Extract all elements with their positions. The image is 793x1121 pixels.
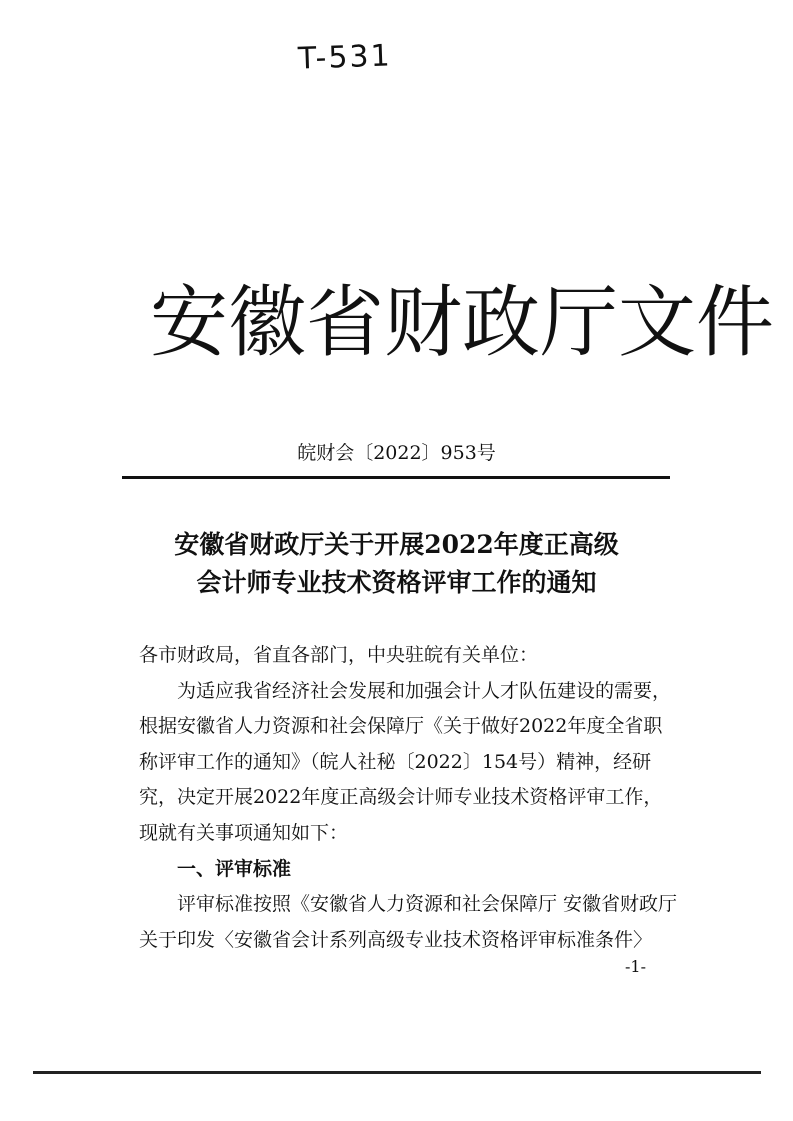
- page-bottom-edge: [33, 1071, 761, 1074]
- page-number: -1-: [625, 957, 646, 976]
- section-1-paragraph: 评审标准按照《安徽省人力资源和社会保障厅 安徽省财政厅关于印发〈安徽省会计系列高级专业技术资格评审标准条件〉: [139, 893, 678, 951]
- intro-paragraph: 为适应我省经济社会发展和加强会计人才队伍建设的需要，根据安徽省人力资源和社会保障厅《关于做好2022年度全省职称评审工作的通知》（皖人社秘〔2022〕154号）精神，经研究，决定开展2022年度正高级会计师专业技术资格评审工作，现就有关事项通知如下：: [139, 679, 672, 844]
- document-title: [0, 526, 793, 602]
- salutation: 各市财政局，省直各部门，中央驻皖有关单位：: [139, 644, 539, 666]
- document-number: 皖财会〔2022〕953号: [297, 442, 496, 464]
- title-line-2: 会计师专业技术资格评审工作的通知: [196, 568, 597, 597]
- title-line-1: 安徽省财政厅关于开展2022年度正高级: [174, 530, 619, 559]
- document-masthead: 安徽省财政厅文件: [150, 278, 775, 368]
- handwritten-annotation: T-531: [297, 38, 393, 77]
- document-body: [139, 638, 679, 958]
- section-heading-1: 一、评审标准: [177, 857, 292, 880]
- header-divider: [122, 476, 670, 479]
